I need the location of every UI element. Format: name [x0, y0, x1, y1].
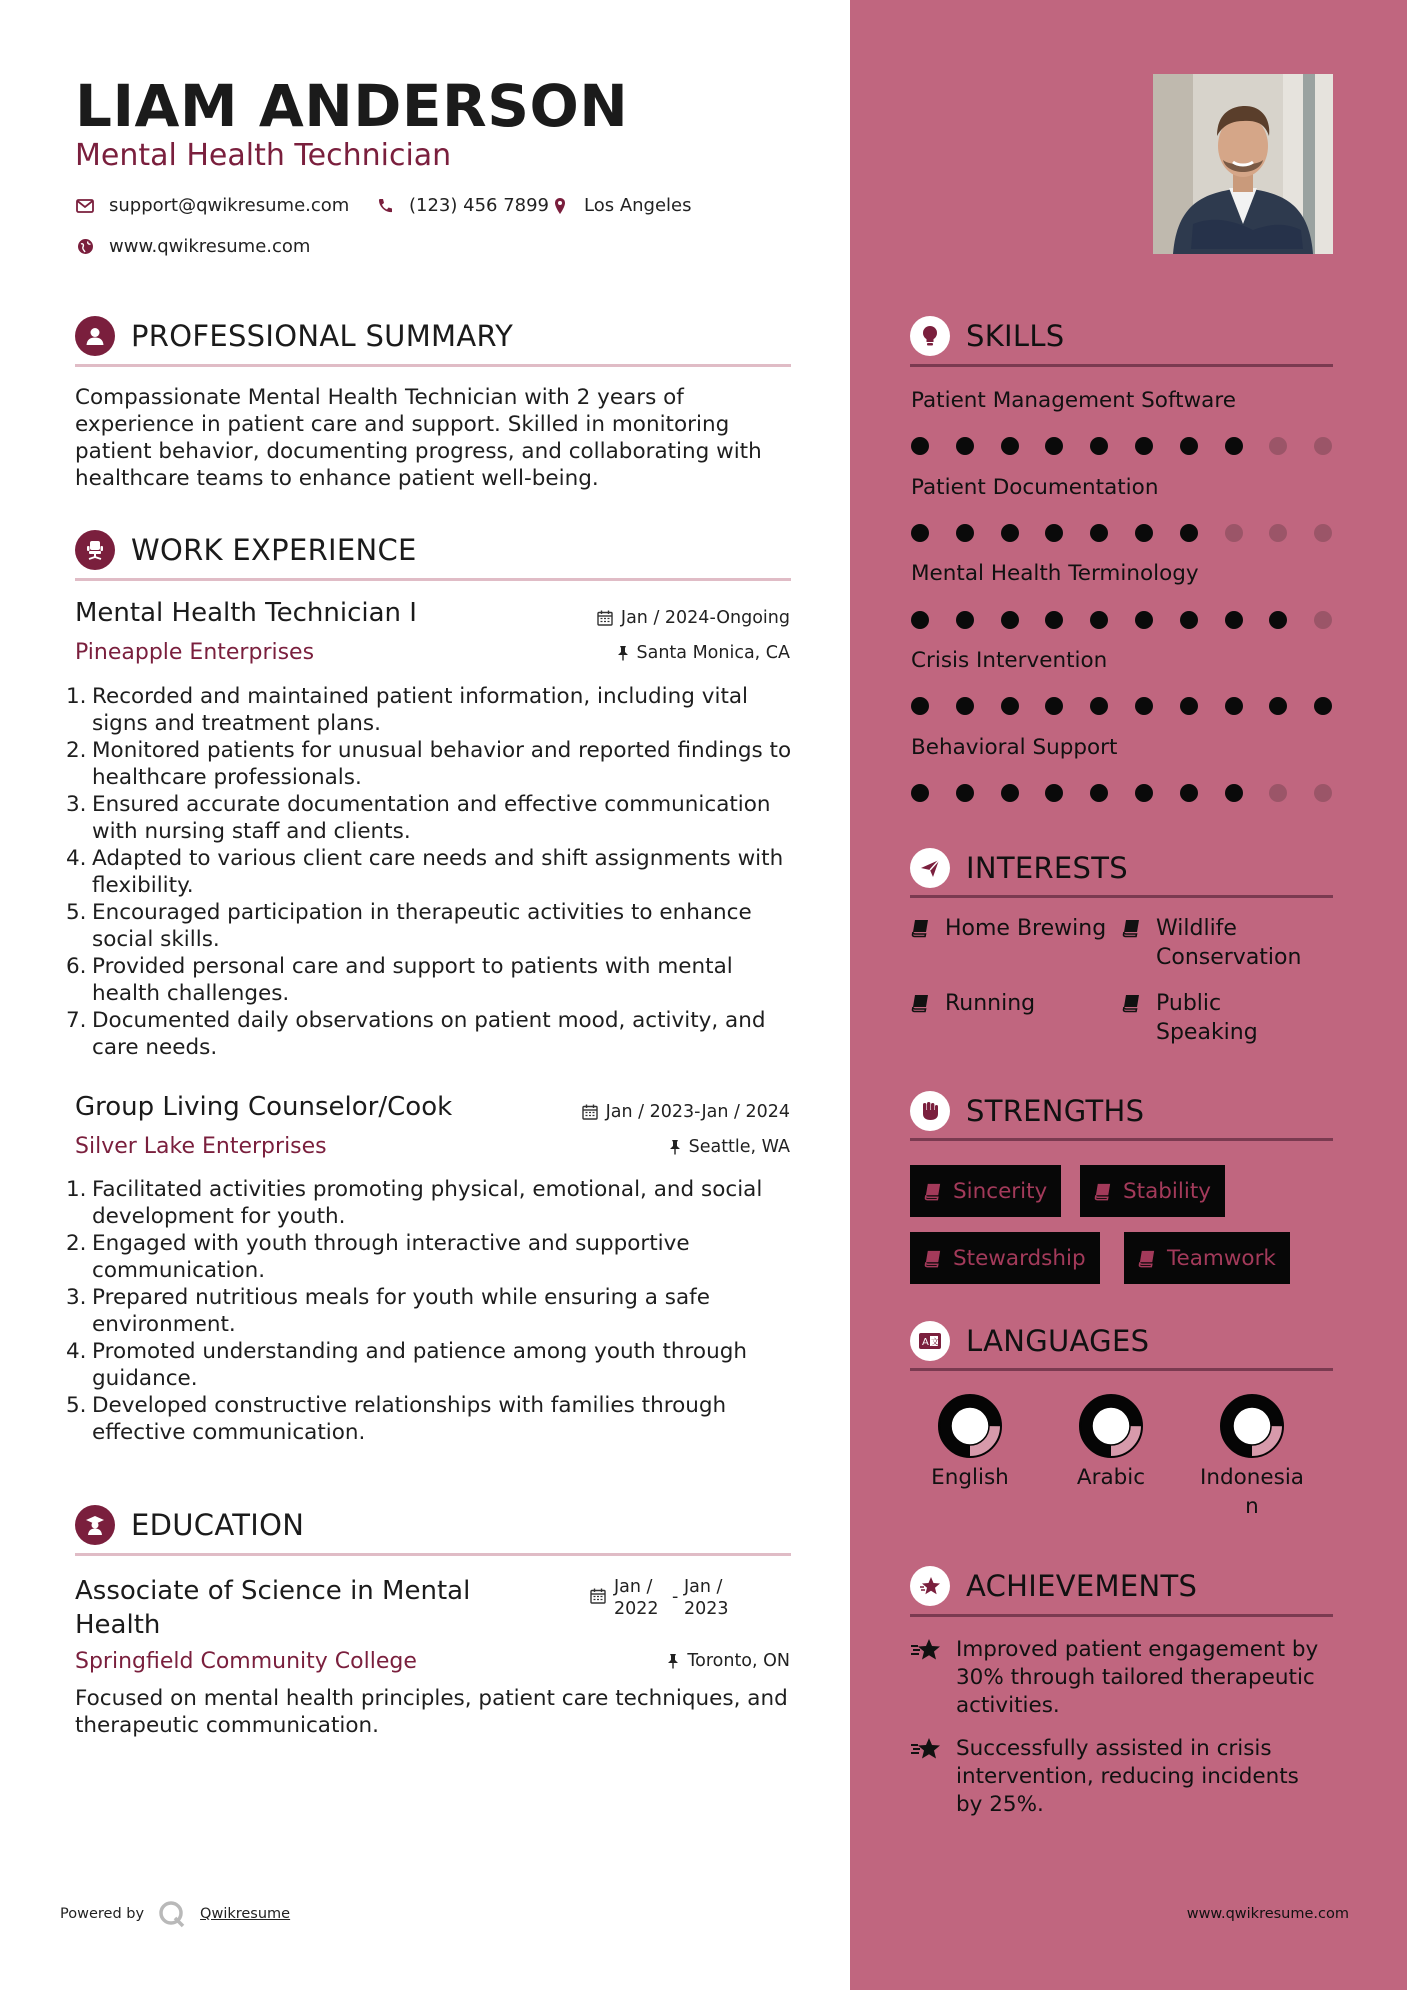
phone-text: (123) 456 7899: [409, 195, 550, 216]
star-medal-icon: [910, 1566, 950, 1606]
calendar-icon: [590, 1588, 606, 1620]
language-level-donut: [1219, 1393, 1285, 1459]
rating-dot-filled: [1225, 611, 1243, 629]
rating-dot-filled: [1090, 697, 1108, 715]
list-item: 7. Documented daily observations on patient mood, activity, and care needs.: [66, 1008, 766, 1060]
job-1-title: Mental Health Technician I: [75, 598, 417, 628]
education-date-separator: -: [672, 1587, 679, 1607]
skill-3-name: Mental Health Terminology: [911, 561, 1199, 586]
contact-email[interactable]: [75, 195, 349, 216]
list-item: 3. Prepared nutritious meals for youth while ensuring a safe environment.: [66, 1285, 710, 1337]
rating-dot-filled: [911, 611, 929, 629]
book-icon: [924, 1249, 943, 1268]
languages-heading: [910, 1321, 1333, 1361]
education-description: Focused on mental health principles, patient care techniques, and therapeutic communication.: [75, 1686, 788, 1738]
list-item: 1. Recorded and maintained patient information, including vital signs and treatment plans.: [66, 684, 749, 736]
rating-dot-filled: [1225, 697, 1243, 715]
map-pin-icon: [550, 196, 570, 216]
list-item: 2. Monitored patients for unusual behavior and reported findings to healthcare professionals.: [66, 738, 792, 790]
interest-item: Wildlife Conservation: [1122, 914, 1334, 972]
rating-dot-filled: [1135, 611, 1153, 629]
pushpin-icon: [667, 1653, 679, 1669]
rating-dot-filled: [1135, 524, 1153, 542]
svg-text:A: A: [922, 1337, 929, 1348]
summary-divider: [75, 364, 791, 367]
job-2-date: [582, 1102, 790, 1122]
skill-1-rating: [911, 437, 1359, 455]
qwikresume-link[interactable]: Qwikresume: [200, 1906, 291, 1922]
languages-divider: [910, 1368, 1333, 1371]
location-text: Los Angeles: [584, 195, 692, 216]
degree-title: Associate of Science in Mental Health: [75, 1576, 471, 1640]
languages-title: LANGUAGES: [966, 1324, 1150, 1358]
phone-icon: [375, 196, 395, 216]
email-text: support@qwikresume.com: [109, 195, 350, 216]
footer-powered: [60, 1900, 290, 1928]
list-item: 3. Ensured accurate documentation and effective communication with nursing staff and clients.: [66, 792, 771, 844]
list-item: 5. Developed constructive relationships with families through effective communication.: [66, 1393, 727, 1445]
rating-dot-filled: [1001, 524, 1019, 542]
job-1-location-text: Santa Monica, CA: [636, 643, 790, 663]
book-icon: [1094, 1182, 1113, 1201]
rating-dot-filled: [956, 697, 974, 715]
strength-tag: Stewardship: [910, 1232, 1100, 1284]
rating-dot-filled: [911, 784, 929, 802]
user-icon: [75, 316, 115, 356]
job-title: Mental Health Technician: [75, 138, 452, 173]
rating-dot-filled: [1045, 611, 1063, 629]
list-item: 4. Promoted understanding and patience among youth through guidance.: [66, 1339, 747, 1391]
book-icon: [1122, 989, 1144, 1047]
lightbulb-icon: [910, 316, 950, 356]
experience-title: WORK EXPERIENCE: [131, 533, 417, 567]
contact-location: [550, 195, 692, 216]
star-icon: [910, 1735, 944, 1819]
rating-dot-filled: [1045, 437, 1063, 455]
job-2-location-text: Seattle, WA: [688, 1137, 790, 1157]
rating-dot-empty: [1269, 784, 1287, 802]
footer-website[interactable]: www.qwikresume.com: [1186, 1906, 1349, 1922]
language-name: Arabic: [1076, 1465, 1146, 1490]
rating-dot-filled: [911, 697, 929, 715]
contact-website[interactable]: [75, 236, 310, 257]
education-location-text: Toronto, ON: [687, 1651, 790, 1671]
rating-dot-filled: [1180, 611, 1198, 629]
rating-dot-filled: [1001, 437, 1019, 455]
rating-dot-filled: [1001, 784, 1019, 802]
skill-2-rating: [911, 524, 1359, 542]
strengths-divider: [910, 1138, 1333, 1141]
strength-tag: Teamwork: [1124, 1232, 1290, 1284]
job-2-title: Group Living Counselor/Cook: [75, 1092, 453, 1122]
rating-dot-empty: [1314, 437, 1332, 455]
rating-dot-filled: [1180, 697, 1198, 715]
candidate-name: LIAM ANDERSON: [75, 72, 629, 140]
skill-5-rating: [911, 784, 1359, 802]
contact-phone[interactable]: [375, 195, 549, 216]
summary-title: PROFESSIONAL SUMMARY: [131, 319, 514, 353]
book-icon: [1122, 914, 1144, 972]
pushpin-icon: [669, 1139, 681, 1155]
skill-5-name: Behavioral Support: [911, 735, 1118, 760]
list-item: 2. Engaged with youth through interactive and supportive communication.: [66, 1231, 690, 1283]
rating-dot-filled: [1314, 697, 1332, 715]
achievement-item: Successfully assisted in crisis intervention, reducing incidents by 25%.: [910, 1735, 1330, 1819]
job-1-location: [617, 643, 791, 663]
rating-dot-filled: [1045, 524, 1063, 542]
rating-dot-empty: [1314, 611, 1332, 629]
rating-dot-filled: [956, 437, 974, 455]
interest-item: Home Brewing: [911, 914, 1121, 946]
rating-dot-filled: [1001, 697, 1019, 715]
rating-dot-filled: [1135, 784, 1153, 802]
interests-divider: [910, 895, 1333, 898]
translate-icon: [910, 1321, 950, 1361]
rating-dot-filled: [1090, 524, 1108, 542]
rating-dot-filled: [1225, 784, 1243, 802]
interests-heading: [910, 848, 1333, 888]
rating-dot-filled: [1045, 784, 1063, 802]
language-item: [1051, 1393, 1171, 1492]
rating-dot-empty: [1314, 784, 1332, 802]
summary-text: Compassionate Mental Health Technician with 2 years of experience in patient care and support. Skilled in monitoring patient behavior, documenting progress, and collaborating with healthcare teams to enhance patient well-being.: [75, 385, 762, 491]
fist-icon: [910, 1091, 950, 1131]
job-1-date-text: Jan / 2024-Ongoing: [620, 608, 790, 628]
rating-dot-filled: [1090, 437, 1108, 455]
globe-icon: [75, 237, 95, 257]
rating-dot-filled: [911, 524, 929, 542]
qwikresume-logo-icon: [158, 1900, 188, 1928]
rating-dot-filled: [1045, 697, 1063, 715]
list-item: 1. Facilitated activities promoting physical, emotional, and social development for youth.: [66, 1177, 763, 1229]
website-text: www.qwikresume.com: [109, 236, 311, 257]
language-level-donut: [937, 1393, 1003, 1459]
achievements-heading: [910, 1566, 1333, 1606]
education-end-date: Jan / 2023: [684, 1577, 729, 1619]
skill-4-rating: [911, 697, 1359, 715]
interests-title: INTERESTS: [966, 851, 1128, 885]
achievement-item: Improved patient engagement by 30% through tailored therapeutic activities.: [910, 1636, 1330, 1720]
rating-dot-filled: [1090, 611, 1108, 629]
job-2-bullets: [66, 1176, 801, 1446]
summary-heading: [75, 316, 791, 356]
svg-text:文: 文: [931, 1337, 939, 1347]
education-start-date: Jan / 2022: [614, 1577, 659, 1619]
skill-1-name: Patient Management Software: [911, 388, 1236, 413]
rating-dot-filled: [1269, 697, 1287, 715]
experience-heading: [75, 530, 791, 570]
rating-dot-filled: [956, 611, 974, 629]
skills-heading: [910, 316, 1333, 356]
education-dates: [590, 1576, 742, 1620]
rating-dot-filled: [1001, 611, 1019, 629]
language-item: [1192, 1393, 1312, 1521]
strengths-title: STRENGTHS: [966, 1094, 1145, 1128]
rating-dot-filled: [1180, 784, 1198, 802]
school-name: Springfield Community College: [75, 1649, 417, 1674]
achievements-divider: [910, 1614, 1333, 1617]
book-icon: [911, 914, 933, 946]
education-heading: [75, 1505, 791, 1545]
rating-dot-filled: [1090, 784, 1108, 802]
achievements-title: ACHIEVEMENTS: [966, 1569, 1198, 1603]
job-1-bullets: [66, 683, 801, 1061]
interest-item: Running: [911, 989, 1121, 1021]
book-icon: [1138, 1249, 1157, 1268]
language-level-donut: [1078, 1393, 1144, 1459]
list-item: 4. Adapted to various client care needs and shift assignments with flexibility.: [66, 846, 784, 898]
calendar-icon: [597, 610, 613, 626]
education-divider: [75, 1553, 791, 1556]
education-location: [667, 1651, 790, 1671]
experience-divider: [75, 578, 791, 581]
skills-divider: [910, 364, 1333, 367]
rating-dot-filled: [911, 437, 929, 455]
rating-dot-filled: [1269, 611, 1287, 629]
profile-photo: [1153, 74, 1333, 254]
rating-dot-empty: [1269, 437, 1287, 455]
paper-plane-icon: [910, 848, 950, 888]
job-1-date: [597, 608, 790, 628]
rating-dot-filled: [1225, 437, 1243, 455]
strengths-heading: [910, 1091, 1333, 1131]
rating-dot-filled: [956, 524, 974, 542]
skill-3-rating: [911, 611, 1359, 629]
strength-tag: Sincerity: [910, 1165, 1061, 1217]
book-icon: [911, 989, 933, 1021]
star-icon: [910, 1636, 944, 1720]
rating-dot-filled: [1180, 524, 1198, 542]
job-2-location: [669, 1137, 790, 1157]
calendar-icon: [582, 1104, 598, 1120]
strength-tag: Stability: [1080, 1165, 1225, 1217]
list-item: 6. Provided personal care and support to patients with mental health challenges.: [66, 954, 733, 1006]
rating-dot-empty: [1225, 524, 1243, 542]
job-2-company: Silver Lake Enterprises: [75, 1134, 327, 1159]
envelope-icon: [75, 196, 95, 216]
list-item: 5. Encouraged participation in therapeutic activities to enhance social skills.: [66, 900, 752, 952]
language-item: [910, 1393, 1030, 1492]
rating-dot-filled: [1135, 437, 1153, 455]
education-title: EDUCATION: [131, 1508, 305, 1542]
rating-dot-filled: [956, 784, 974, 802]
job-1-company: Pineapple Enterprises: [75, 640, 315, 665]
powered-by-label: Powered by: [60, 1906, 145, 1922]
pushpin-icon: [617, 645, 629, 661]
rating-dot-empty: [1269, 524, 1287, 542]
office-chair-icon: [75, 530, 115, 570]
graduate-icon: [75, 1505, 115, 1545]
language-name: Indonesian: [1200, 1465, 1304, 1519]
language-name: English: [931, 1465, 1009, 1490]
skill-4-name: Crisis Intervention: [911, 648, 1108, 673]
rating-dot-filled: [1180, 437, 1198, 455]
skill-2-name: Patient Documentation: [911, 475, 1159, 500]
interest-item: Public Speaking: [1122, 989, 1272, 1047]
job-2-date-text: Jan / 2023-Jan / 2024: [605, 1102, 790, 1122]
book-icon: [924, 1182, 943, 1201]
rating-dot-filled: [1135, 697, 1153, 715]
rating-dot-empty: [1314, 524, 1332, 542]
skills-title: SKILLS: [966, 319, 1065, 353]
